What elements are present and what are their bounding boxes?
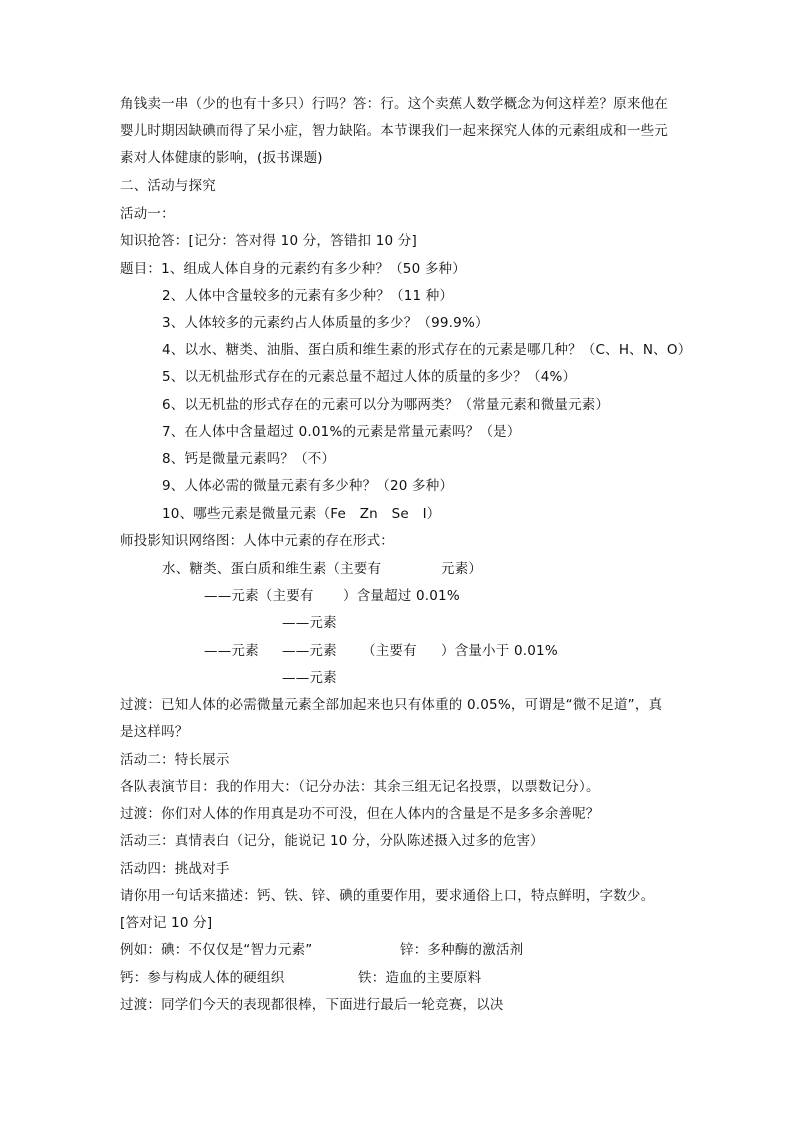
network-line-4b: ——元素 bbox=[282, 643, 337, 659]
activity-three: 活动三：真情表白（记分，能说记 10 分，分队陈述摄入过多的危害） bbox=[120, 833, 544, 849]
intro-paragraph-line-2: 婴儿时期因缺碘而得了呆小症，智力缺陷。本节课我们一起来探究人体的元素组成和一些元 bbox=[120, 123, 668, 139]
activity-four: 活动四：挑战对手 bbox=[120, 861, 230, 877]
network-line-2b: ）含量超过 0.01% bbox=[343, 588, 460, 604]
question-9: 9、人体必需的微量元素有多少种？（20 多种） bbox=[162, 478, 454, 494]
question-7: 7、在人体中含量超过 0.01%的元素是常量元素吗？（是） bbox=[162, 424, 521, 440]
question-6: 6、以无机盐的形式存在的元素可以分为哪两类？（常量元素和微量元素） bbox=[162, 397, 610, 413]
transition-2: 过渡：你们对人体的作用真是功不可没，但在人体内的含量是不是多多余善呢？ bbox=[120, 806, 600, 822]
activity-two: 活动二：特长展示 bbox=[120, 752, 230, 768]
network-line-1a: 水、糖类、蛋白质和维生素（主要有 bbox=[162, 561, 382, 577]
question-2: 2、人体中含量较多的元素有多少种？（11 种） bbox=[162, 288, 454, 304]
section-heading: 二、活动与探究 bbox=[120, 178, 216, 194]
challenge-score: [答对记 10 分] bbox=[120, 915, 213, 931]
question-3: 3、人体较多的元素约占人体质量的多少？（99.9%） bbox=[162, 315, 489, 331]
network-line-4c: （主要有 bbox=[362, 643, 417, 659]
network-line-2a: ——元素（主要有 bbox=[204, 588, 314, 604]
challenge-text: 请你用一句话来描述：钙、铁、锌、碘的重要作用，要求通俗上口，特点鲜明，字数少。 bbox=[120, 888, 655, 904]
network-line-4a: ——元素 bbox=[204, 643, 259, 659]
question-10: 10、哪些元素是微量元素（Fe Zn Se I） bbox=[162, 506, 441, 522]
transition-3: 过渡：同学们今天的表现都很棒，下面进行最后一轮竞赛，以决 bbox=[120, 997, 504, 1013]
network-intro: 师投影知识网络图：人体中元素的存在形式： bbox=[120, 533, 394, 549]
intro-paragraph-line-1: 角钱卖一串（少的也有十多只）行吗？答：行。这个卖蕉人数学概念为何这样差？原来他在 bbox=[120, 96, 668, 112]
example-zinc: 锌：多种酶的激活剂 bbox=[400, 942, 524, 958]
quiz-rule: 知识抢答：[记分：答对得 10 分，答错扣 10 分] bbox=[120, 233, 417, 249]
question-8: 8、钙是微量元素吗？（不） bbox=[162, 451, 336, 467]
intro-paragraph-line-3: 素对人体健康的影响，(扳书课题) bbox=[120, 150, 323, 166]
activity-one-title: 活动一： bbox=[120, 206, 175, 222]
question-1: 题目：1、组成人体自身的元素约有多少种？（50 多种） bbox=[120, 261, 466, 277]
example-iodine: 例如：碘：不仅仅是“智力元素” bbox=[120, 942, 313, 958]
question-4: 4、以水、糖类、油脂、蛋白质和维生素的形式存在的元素是哪几种？（C、H、N、O） bbox=[162, 342, 692, 358]
question-5: 5、以无机盐形式存在的元素总量不超过人体的质量的多少？（4%） bbox=[162, 369, 577, 385]
example-calcium: 钙：参与构成人体的硬组织 bbox=[120, 970, 285, 986]
network-line-5: ——元素 bbox=[282, 670, 337, 686]
network-line-1b: 元素） bbox=[441, 561, 483, 577]
transition-1-line-1: 过渡：已知人体的必需微量元素全部加起来也只有体重的 0.05%，可谓是“微不足道”，真 bbox=[120, 697, 663, 713]
team-show: 各队表演节目：我的作用大：（记分办法：其余三组无记名投票，以票数记分）。 bbox=[120, 779, 600, 795]
network-line-4d: ）含量小于 0.01% bbox=[441, 643, 558, 659]
example-iron: 铁：造血的主要原料 bbox=[358, 970, 482, 986]
network-line-3: ——元素 bbox=[282, 615, 337, 631]
transition-1-line-2: 是这样吗？ bbox=[120, 724, 189, 740]
